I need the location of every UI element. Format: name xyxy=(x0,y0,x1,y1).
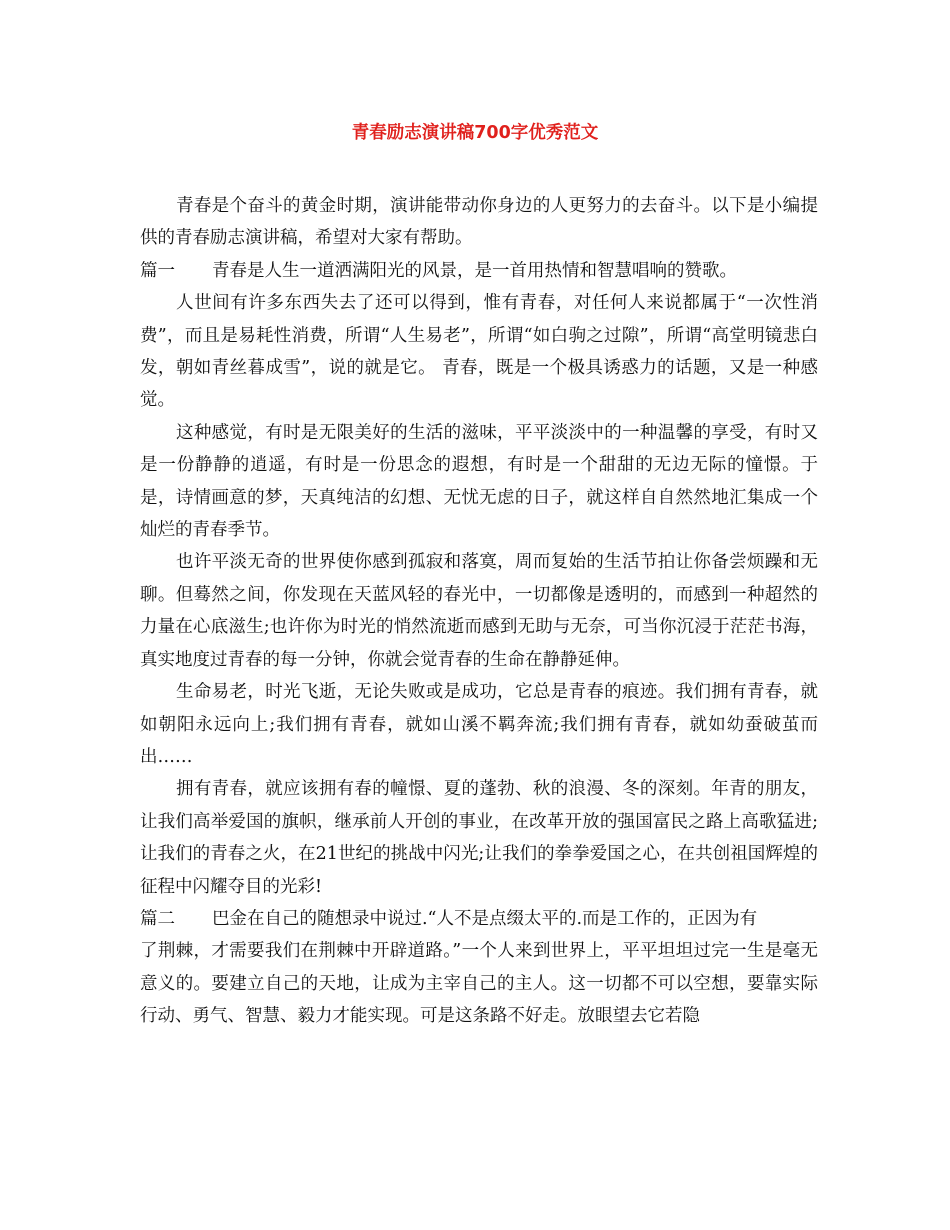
intro-paragraph: 青春是个奋斗的黄金时期，演讲能带动你身边的人更努力的去奋斗。以下是小编提供的青春励志演讲稿，希望对大家有帮助。 xyxy=(140,196,818,249)
section-1-paragraph: 人世间有许多东西失去了还可以得到，惟有青春，对任何人来说都属于“一次性消费”，而且是易耗性消费，所谓“人生易老”，所谓“如白驹之过隙”，所谓“高堂明镜悲白发，朝如青丝暮成雪”，说的就是它。 青春，既是一个极具诱惑力的话题，又是一种感觉。 xyxy=(140,293,818,411)
section-1-tag: 篇一 xyxy=(140,260,175,281)
section-2-lead: 巴金在自己的随想录中说过.“人不是点缀太平的.而是工作的，正因为有 xyxy=(212,908,758,929)
section-1-lead: 青春是人生一道洒满阳光的风景，是一首用热情和智慧唱响的赞歌。 xyxy=(212,260,737,281)
section-1-paragraph: 也许平淡无奇的世界使你感到孤寂和落寞，周而复始的生活节拍让你备尝烦躁和无聊。但蓦然之间，你发现在天蓝风轻的春光中，一切都像是透明的，而感到一种超然的力量在心底滋生;也许你为时光的悄然流逝而感到无助与无奈，可当你沉浸于茫茫书海，真实地度过青春的每一分钟，你就会觉青春的生命在静静延伸。 xyxy=(140,552,818,670)
document-title: 青春励志演讲稿700字优秀范文 xyxy=(351,123,599,143)
section-1-paragraph: 生命易老，时光飞逝，无论失败或是成功，它总是青春的痕迹。我们拥有青春，就如朝阳永远向上;我们拥有青春，就如山溪不羁奔流;我们拥有青春，就如幼蚕破茧而出…… xyxy=(140,682,818,767)
section-1-paragraph: 这种感觉，有时是无限美好的生活的滋味，平平淡淡中的一种温馨的享受，有时又是一份静静的逍遥，有时是一份思念的遐想，有时是一个甜甜的无边无际的憧憬。于是，诗情画意的梦，天真纯洁的幻想、无忧无虑的日子，就这样自自然然地汇集成一个灿烂的青春季节。 xyxy=(140,422,818,541)
section-2-paragraph: 了荆棘，才需要我们在荆棘中开辟道路。”一个人来到世界上，平平坦坦过完一生是毫无意义的。要建立自己的天地，让成为主宰自己的主人。这一切都不可以空想，要靠实际行动、勇气、智慧、毅力才能实现。可是这条路不好走。放眼望去它若隐 xyxy=(140,941,818,1027)
section-1-heading-line xyxy=(140,255,818,287)
section-2-heading-line xyxy=(140,903,818,935)
document-body xyxy=(140,190,818,1033)
section-1-paragraph: 拥有青春，就应该拥有春的幢憬、夏的蓬勃、秋的浪漫、冬的深刻。年青的朋友，让我们高举爱国的旗帜，继承前人开创的事业，在改革开放的强国富民之路上高歌猛进;让我们的青春之火，在21世纪的挑战中闪光;让我们的拳拳爱国之心，在共创祖国辉煌的征程中闪耀夺目的光彩! xyxy=(140,779,818,897)
section-2-tag: 篇二 xyxy=(140,908,175,929)
